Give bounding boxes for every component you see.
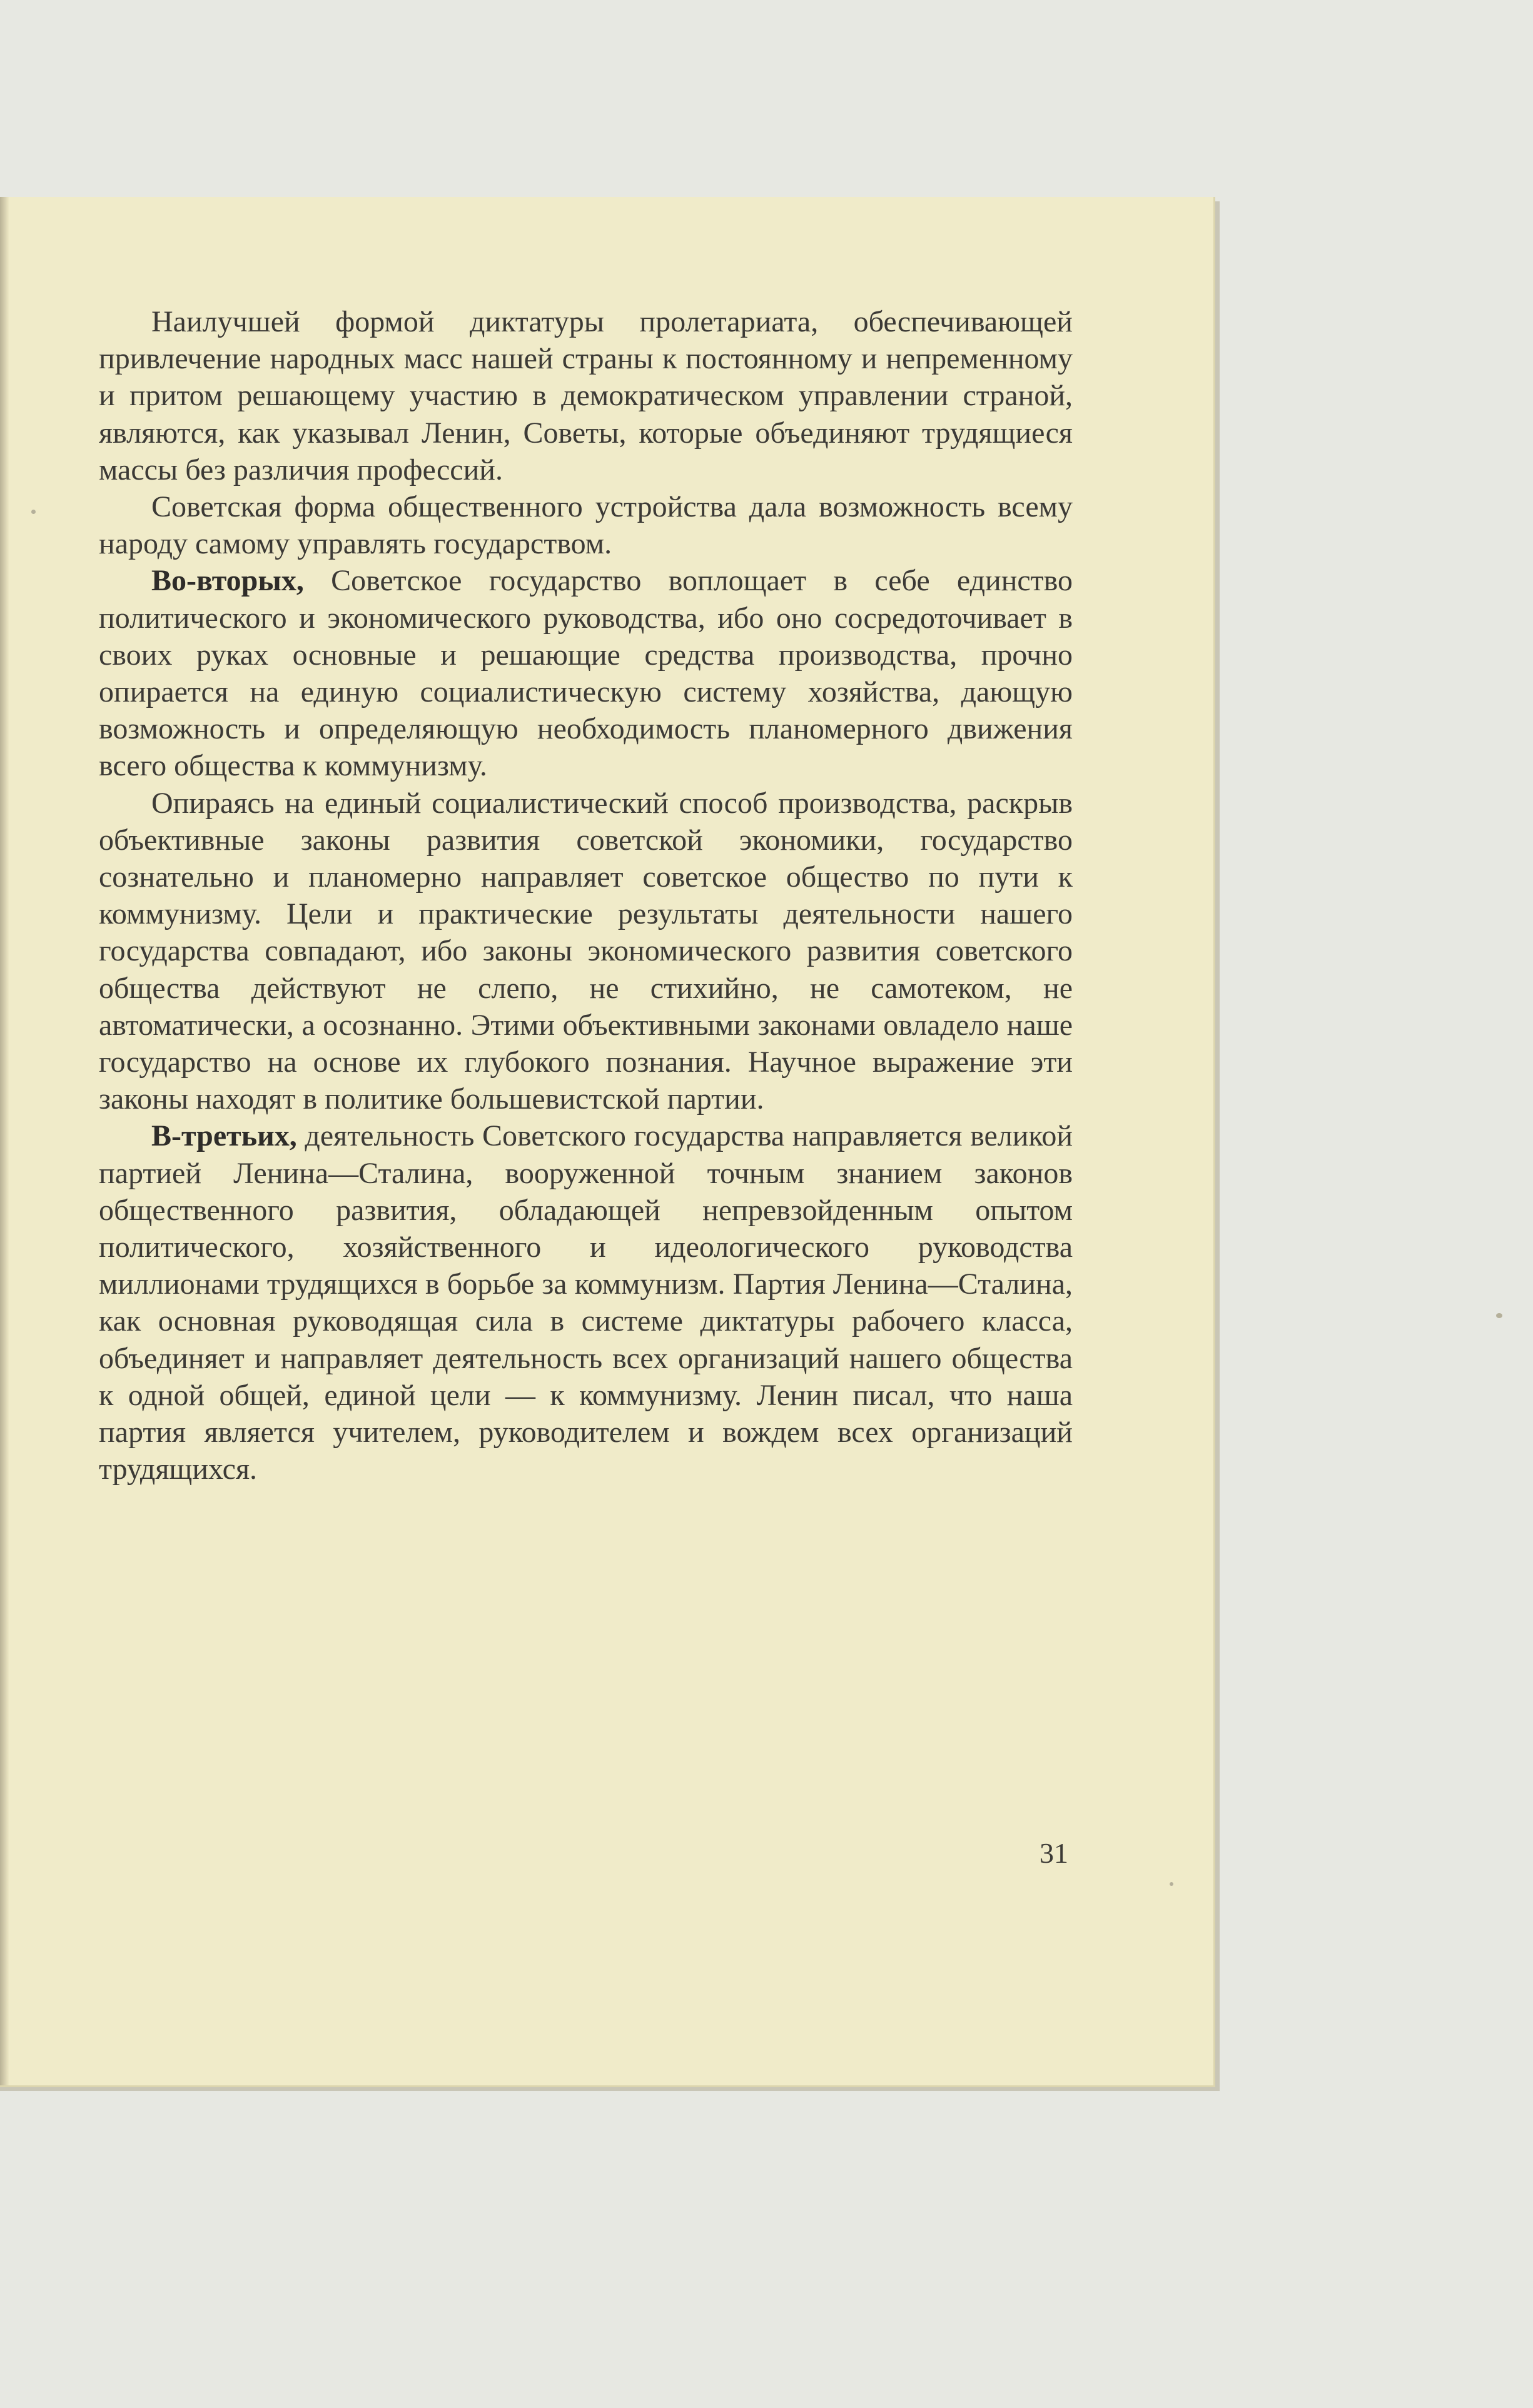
paragraph-lead-thirdly: В-третьих, — [151, 1119, 297, 1153]
paragraph-3 — [99, 562, 1073, 784]
paragraph-body: Советское государство воплощает в себе единство политического и экономического руководства, ибо оно сосредоточивает в своих руках основные и решающие средства производства, прочно опирается на единую социалистическую систему хозяйства, дающую возможность и определяющую необходимость планомерного движения всего общества к коммунизму. — [99, 564, 1073, 783]
book-page — [0, 197, 1215, 2087]
page-number: 31 — [1040, 1837, 1068, 1869]
paragraph-body: Опираясь на единый социалистический способ производства, раскрыв объективные законы развития советской экономики, государство сознательно и планомерно направляет советское общество по пути к коммунизму. Цели и практические результаты деятельности нашего государства совпадают, ибо законы экономического развития советского общества действуют не слепо, не стихийно, не самотеком, не автоматически, а осознанно. Этими объективными законами овладело наше государство на основе их глубокого познания. Научное выражение эти законы находят в политике большевистской партии. — [99, 786, 1073, 1116]
paragraph-body: Наилучшей формой диктатуры пролетариата, обеспечивающей привлечение народных масс нашей страны к постоянному и непременному и притом решающему участию в демократическом управлении страной, являются, как указывал Ленин, Советы, которые объединяют трудящиеся массы без различия профессий. — [99, 305, 1073, 486]
paper-speck — [1496, 1313, 1502, 1318]
paragraph-4 — [99, 785, 1073, 1118]
paper-speck — [31, 510, 36, 514]
paragraph-2 — [99, 488, 1073, 562]
paragraph-lead-secondly: Во-вторых, — [151, 564, 304, 598]
paper-speck — [1170, 1882, 1173, 1886]
paragraph-body: деятельность Советского государства направляется великой партией Ленина—Сталина, вооруженной точным знанием законов общественного развития, обладающей непревзойденным опытом политического, хозяйственного и идеологического руководства миллионами трудящихся в борьбе за коммунизм. Партия Ленина—Сталина, как основная руководящая сила в системе диктатуры рабочего класса, объединяет и направляет деятельность всех организаций нашего общества к одной общей, единой цели — к коммунизму. Ленин писал, что наша партия является учителем, руководителем и вождем всех организаций трудящихся. — [99, 1119, 1073, 1486]
page-fold — [0, 197, 9, 2085]
paragraph-5 — [99, 1117, 1073, 1488]
page-text — [99, 303, 1073, 1488]
paragraph-body: Советская форма общественного устройства дала возможность всему народу самому управлять государством. — [99, 490, 1073, 561]
paragraph-1 — [99, 303, 1073, 488]
